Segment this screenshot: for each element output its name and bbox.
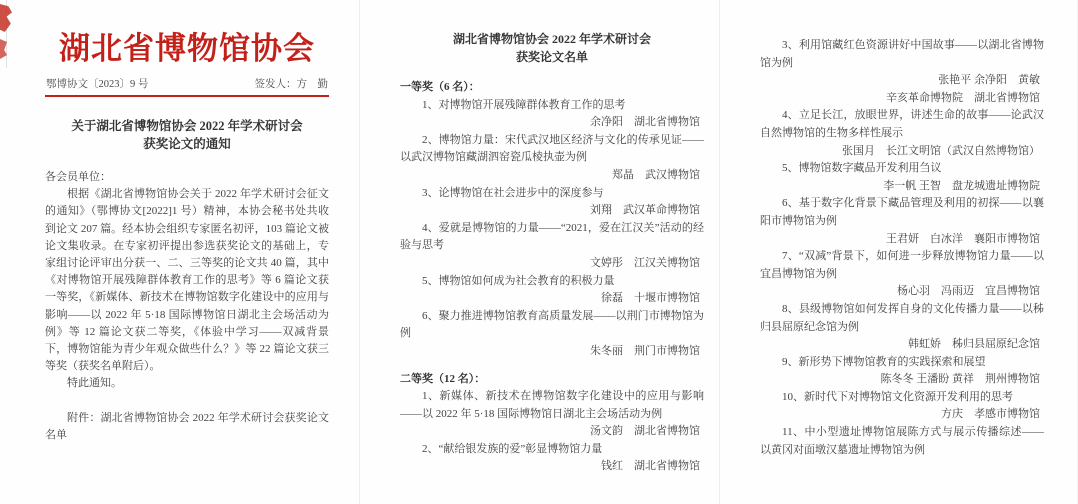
page-notice	[0, 0, 360, 504]
paper-item-authors: 刘翔 武汉革命博物馆	[590, 204, 700, 217]
award-list-title	[400, 31, 704, 66]
paper-item-authors: 钱红 湖北省博物馆	[601, 460, 700, 473]
paper-item-title: 2、博物馆力量：宋代武汉地区经济与文化的传承见证——以武汉博物馆藏湖泗窑瓷瓜棱执壶为例	[400, 133, 704, 164]
page-award-list-2	[720, 0, 1078, 504]
paper-item-authors: 王君妍 白冰洋 襄阳市博物馆	[886, 232, 1040, 245]
letterhead-title: 湖北省博物馆协会	[59, 31, 315, 66]
page-award-list-1	[360, 0, 720, 504]
paper-item-authors: 余净阳 湖北省博物馆	[590, 116, 700, 129]
award-tier-heading: 一等奖（6 名）：	[400, 81, 480, 93]
paper-item-title: 6、聚力推进博物馆教育高质量发展——以荆门市博物馆为例	[400, 309, 704, 340]
paper-item-title: 1、新媒体、新技术在博物馆数字化建设中的应用与影响——以 2022 年 5·18 国际博物馆日湖北主会场活动为例	[400, 390, 704, 420]
paper-item-title: 4、爱就是博物馆的力量——“2021，爱在江汉关”活动的经验与思考	[400, 221, 704, 252]
document-number: 鄂博协文〔2023〕9 号	[46, 79, 149, 90]
scan-artifact-red	[0, 4, 12, 32]
paper-item-authors: 文婷彤 江汉关博物馆	[590, 256, 700, 269]
paper-item-title: 3、论博物馆在社会进步中的深度参与	[422, 186, 604, 199]
salutation: 各会员单位：	[45, 171, 111, 183]
notice-title-line2: 获奖论文的通知	[143, 137, 231, 151]
paper-item-title: 10、新时代下对博物馆文化资源开发利用的思考	[782, 390, 1013, 403]
award-list-title-line2: 获奖论文名单	[515, 50, 588, 64]
letterhead-divider	[45, 95, 329, 97]
paper-item-title: 6、基于数字化背景下藏品管理及利用的初探——以襄阳市博物馆为例	[760, 197, 1044, 227]
paper-item-authors: 郑晶 武汉博物馆	[612, 168, 700, 181]
award-tier-heading: 二等奖（12 名）：	[400, 372, 486, 385]
award-list-title-line1: 湖北省博物馆协会 2022 年学术研讨会	[452, 32, 651, 46]
award-list	[400, 79, 704, 476]
paper-item-authors: 徐磊 十堰市博物馆	[601, 292, 700, 305]
paper-item-authors: 陈冬冬 王潘盼 黄祥 荆州博物馆	[880, 373, 1040, 386]
paper-item-title: 8、县级博物馆如何发挥自身的文化传播力量——以秭归县屈原纪念馆为例	[760, 302, 1044, 333]
paper-item-title: 7、“双减”背景下，如何进一步释放博物馆力量——以宜昌博物馆为例	[760, 250, 1044, 280]
paper-item-title: 4、立足长江，放眼世界，讲述生命的故事——论武汉自然博物馆的生物多样性展示	[760, 109, 1044, 139]
notice-body-paragraph: 根据《湖北省博物馆协会关于 2022 年学术研讨会征文的通知》（鄂博协文[2022]1 号）精神，本协会秘书处共收到论文 207 篇。经本协会组织专家匿名初评，103 篇论文被论文集收录。在专家初评提出参选获奖论文的基础上，专家组讨论评审出分获一、二、三等奖的论文共 40 篇，其中《对博物馆开展残障群体教育工作的思考》等 6 篇论文获一等奖，《新媒体、新技术在博物馆数字化建设中的应用与影响——以 2022 年 5·18 国际博物馆日湖北主会场活动为例》等 12 篇论文获二等奖，《体验中学习——双减背景下，博物馆能为青少年观众做些什么？》等 22 篇论文获三等奖（获奖名单附后）。	[45, 188, 329, 373]
paper-item-title: 5、博物馆数字藏品开发利用刍议	[782, 162, 942, 175]
notice-closing: 特此通知。	[67, 377, 122, 390]
paper-item-authors: 杨心羽 冯雨迈 宜昌博物馆	[897, 285, 1040, 298]
document-meta-row	[45, 78, 329, 92]
paper-item-authors: 方庆 孝感市博物馆	[941, 408, 1040, 421]
paper-item-authors: 辛亥革命博物院 湖北省博物馆	[886, 91, 1040, 104]
paper-item-authors: 韩虹娇 秭归县屈原纪念馆	[908, 338, 1040, 351]
notice-title	[45, 118, 329, 153]
paper-item-authors: 张国月 长江文明馆（武汉自然博物馆）	[842, 144, 1040, 157]
paper-item-authors: 张艳平 余净阳 黄敏	[938, 74, 1040, 87]
issuer-name: 签发人：方 勤	[254, 79, 328, 90]
attachment-note: 附件：湖北省博物馆协会 2022 年学术研讨会获奖论文名单	[45, 411, 329, 441]
paper-item-title: 1、对博物馆开展残障群体教育工作的思考	[422, 98, 626, 111]
paper-item-title: 2、“献给银发族的爱”彰显博物馆力量	[422, 442, 603, 455]
paper-item-title: 11、中小型遗址博物馆展陈方式与展示传播综述——以黄冈对面墩汉墓遗址博物馆为例	[760, 426, 1044, 456]
award-list-continued	[760, 37, 1044, 459]
paper-item-authors: 汤文韵 湖北省博物馆	[590, 425, 700, 438]
paper-item-authors: 李一帆 王智 盘龙城遗址博物院	[883, 179, 1040, 192]
paper-item-authors: 朱冬丽 荆门市博物馆	[590, 344, 700, 357]
paper-item-title: 9、新形势下博物馆教育的实践探索和展望	[782, 355, 986, 368]
paper-item-title: 3、利用馆藏红色资源讲好中国故事——以湖北省博物馆为例	[760, 39, 1044, 69]
notice-title-line1: 关于湖北省博物馆协会 2022 年学术研讨会	[71, 119, 303, 133]
paper-item-title: 5、博物馆如何成为社会教育的积极力量	[422, 274, 615, 287]
